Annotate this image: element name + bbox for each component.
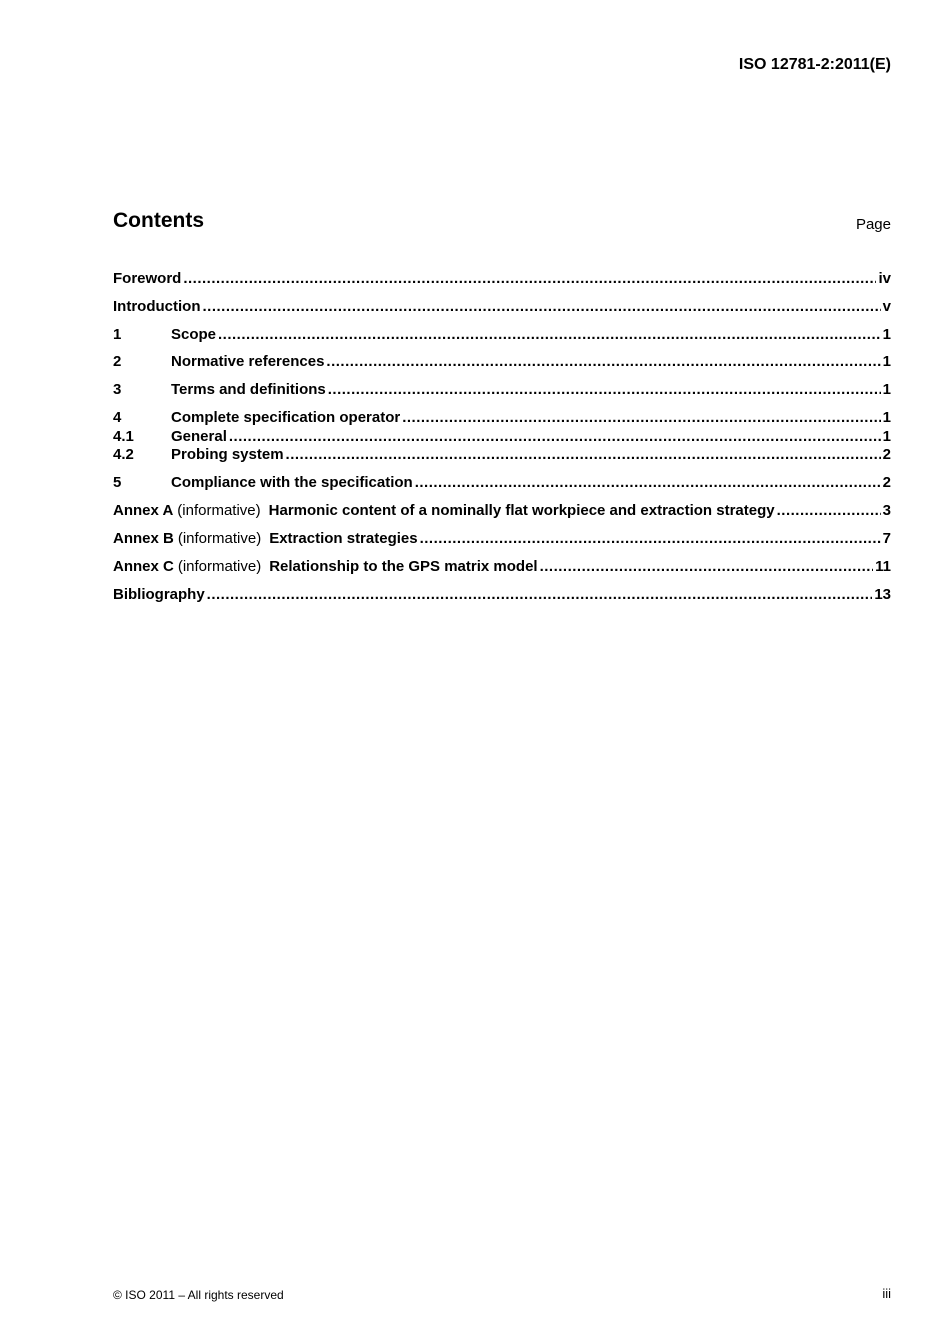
footer-copyright: © ISO 2011 – All rights reserved xyxy=(113,1288,284,1302)
toc-entry-complete-specification-operator[interactable] xyxy=(113,409,891,427)
dot-leader xyxy=(286,446,881,464)
dot-leader xyxy=(540,558,874,576)
toc-entry-page: 13 xyxy=(874,586,891,603)
toc-entry-title: Foreword xyxy=(113,270,182,287)
dot-leader xyxy=(229,428,881,446)
toc-entry-number: 3 xyxy=(113,381,122,398)
dot-leader xyxy=(777,502,881,520)
toc-entry-page: 1 xyxy=(882,428,891,445)
toc-entry-scope[interactable] xyxy=(113,326,891,344)
dot-leader xyxy=(183,270,876,288)
dot-leader xyxy=(326,353,880,371)
toc-entry-terms-and-definitions[interactable] xyxy=(113,381,891,399)
toc-entry-title: Scope xyxy=(171,326,217,343)
footer-page-number: iii xyxy=(882,1286,891,1301)
toc-entry-annex-label: Annex C xyxy=(113,558,174,575)
toc-entry-title: Compliance with the specification xyxy=(171,474,413,491)
dot-leader xyxy=(402,409,880,427)
toc-entry-number: 1 xyxy=(113,326,122,343)
document-id: ISO 12781-2:2011(E) xyxy=(738,56,891,73)
toc-entry-probing-system[interactable] xyxy=(113,446,891,464)
dot-leader xyxy=(202,298,880,316)
dot-leader xyxy=(207,586,873,604)
toc-entry-page: 2 xyxy=(882,474,891,491)
dot-leader xyxy=(328,381,881,399)
toc-entry-title: Extraction strategies xyxy=(269,530,418,547)
toc-entry-page: v xyxy=(882,298,891,315)
toc-entry-compliance[interactable] xyxy=(113,474,891,492)
toc-entry-general[interactable] xyxy=(113,428,891,446)
toc-entry-introduction[interactable] xyxy=(113,298,891,316)
dot-leader xyxy=(415,474,881,492)
toc-entry-title: Complete specification operator xyxy=(171,409,401,426)
toc-entry-informative: (informative) xyxy=(177,530,262,547)
toc-entry-annex-label: Annex B xyxy=(113,530,174,547)
toc-entry-title: Harmonic content of a nominally flat workpiece and extraction strategy xyxy=(268,502,775,519)
toc-entry-annex-c[interactable] xyxy=(113,558,891,576)
dot-leader xyxy=(420,530,881,548)
toc-entry-annex-label: Annex A xyxy=(113,502,174,519)
toc-entry-normative-references[interactable] xyxy=(113,353,891,371)
toc-entry-page: 7 xyxy=(882,530,891,547)
contents-header xyxy=(113,209,891,239)
toc-entry-annex-b[interactable] xyxy=(113,530,891,548)
toc-entry-page: 2 xyxy=(882,446,891,463)
toc-entry-page: 1 xyxy=(882,409,891,426)
toc-entry-annex-a[interactable] xyxy=(113,502,891,520)
toc-entry-number: 4 xyxy=(113,409,122,426)
toc-entry-number: 4.2 xyxy=(113,446,134,463)
toc-entry-informative: (informative) xyxy=(177,502,261,519)
toc-entry-number: 5 xyxy=(113,474,122,491)
dot-leader xyxy=(218,326,881,344)
toc-entry-foreword[interactable] xyxy=(113,270,891,288)
toc-entry-title: Relationship to the GPS matrix model xyxy=(269,558,538,575)
toc-entry-title: General xyxy=(171,428,227,445)
contents-title: Contents xyxy=(113,209,204,232)
toc-entry-informative: (informative) xyxy=(177,558,262,575)
toc-entry-page: iv xyxy=(878,270,891,287)
toc-entry-title: Bibliography xyxy=(113,586,205,603)
toc-entry-number: 4.1 xyxy=(113,428,134,445)
toc-entry-page: 3 xyxy=(882,502,891,519)
toc-entry-title: Terms and definitions xyxy=(171,381,326,398)
toc-entry-page: 1 xyxy=(882,353,891,370)
page-column-label: Page xyxy=(855,216,891,233)
toc-entry-page: 11 xyxy=(875,558,891,575)
toc-entry-page: 1 xyxy=(882,381,891,398)
toc-entry-page: 1 xyxy=(882,326,891,343)
toc-entry-number: 2 xyxy=(113,353,122,370)
toc-entry-title: Probing system xyxy=(171,446,284,463)
toc-entry-title: Normative references xyxy=(171,353,325,370)
toc-entry-bibliography[interactable] xyxy=(113,586,891,604)
toc-entry-title: Introduction xyxy=(113,298,201,315)
